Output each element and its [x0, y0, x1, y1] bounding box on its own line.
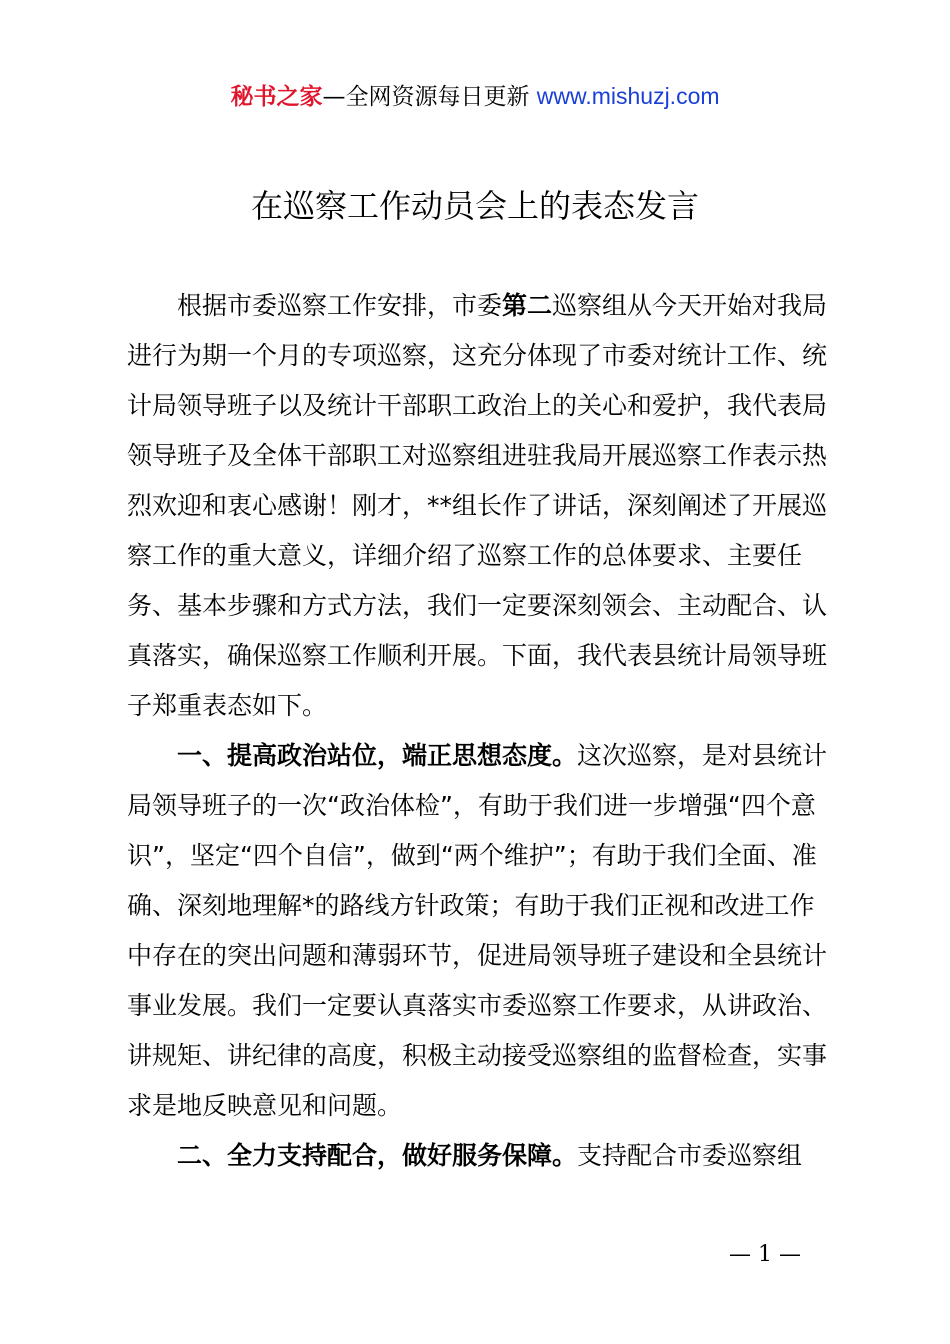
section-2-text: 支持配合市委巡察组 [577, 1141, 803, 1170]
brand-name: 秘书之家 [230, 84, 323, 110]
paragraph-section-2 [127, 1131, 831, 1181]
header-tagline: —全网资源每日更新 [322, 84, 530, 110]
page-number: — 1 — [729, 1242, 801, 1267]
intro-text-a: 根据市委巡察工作安排，市委 [177, 291, 503, 320]
paragraph-intro [127, 281, 831, 731]
document-body [127, 281, 831, 1181]
site-url-link[interactable]: www.mishuzj.com [536, 83, 720, 109]
document-title: 在巡察工作动员会上的表态发言 [250, 187, 699, 225]
section-1-heading: 一、提高政治站位，端正思想态度。 [177, 741, 578, 770]
paragraph-section-1 [127, 731, 831, 1131]
intro-text-b: 巡察组从今天开始对我局进行为期一个月的专项巡察，这充分体现了市委对统计工作、统计局领导班子以及统计干部职工政治上的关心和爱护，我代表局领导班子及全体干部职工对巡察组进驻我局开展巡察工作表示热烈欢迎和衷心感谢！刚才，**组长作了讲话，深刻阐述了开展巡察工作的重大意义，详细介绍了巡察工作的总体要求、主要任务、基本步骤和方式方法，我们一定要深刻领会、主动配合、认真落实，确保巡察工作顺利开展。下面，我代表县统计局领导班子郑重表态如下。 [127, 291, 828, 720]
section-2-heading: 二、全力支持配合，做好服务保障。 [177, 1141, 578, 1170]
intro-bold-text: 第二 [502, 291, 553, 320]
site-header [0, 80, 950, 113]
section-1-text: 这次巡察，是对县统计局领导班子的一次“政治体检”，有助于我们进一步增强“四个意识”，坚定“四个自信”，做到“两个维护”；有助于我们全面、准确、深刻地理解*的路线方针政策；有助于我们正视和改进工作中存在的突出问题和薄弱环节，促进局领导班子建设和全县统计事业发展。我们一定要认真落实市委巡察工作要求，从讲政治、讲规矩、讲纪律的高度，积极主动接受巡察组的监督检查，实事求是地反映意见和问题。 [127, 741, 828, 1120]
